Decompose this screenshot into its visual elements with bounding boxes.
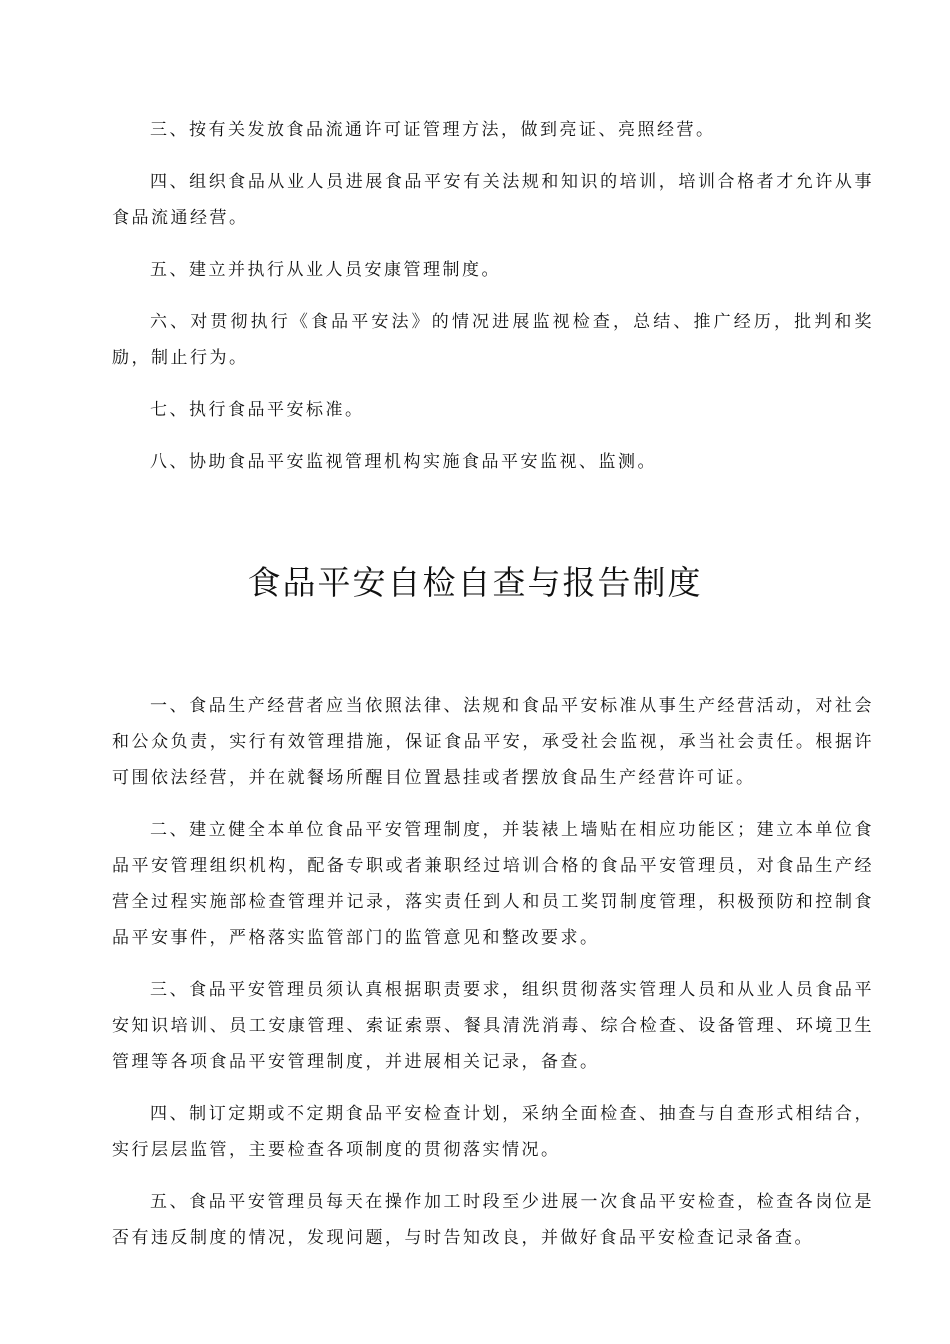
paragraph-item-2: 二、建立健全本单位食品平安管理制度，并装裱上墙贴在相应功能区；建立本单位食品平安管理组织机构，配备专职或者兼职经过培训合格的食品平安管理员，对食品生产经营全过程实施部检查管理并记录，落实责任到人和员工奖罚制度管理，积极预防和控制食品平安事件，严格落实监管部门的监管意见和整改要求。 [112,820,874,948]
document-title: 食品平安自检自查与报告制度 [247,563,703,602]
paragraph-item-4: 四、组织食品从业人员进展食品平安有关法规和知识的培训，培训合格者才允许从事食品流通经营。 [112,172,874,228]
paragraph-item-8: 八、协助食品平安监视管理机构实施食品平安监视、监测。 [150,452,657,472]
paragraph-item-1: 一、食品生产经营者应当依照法律、法规和食品平安标准从事生产经营活动，对社会和公众负责，实行有效管理措施，保证食品平安，承受社会监视，承当社会责任。根据许可围依法经营，并在就餐场所醒目位置悬挂或者摆放食品生产经营许可证。 [112,696,874,788]
paragraph-item-7: 七、执行食品平安标准。 [150,400,365,420]
paragraph-item-6: 六、对贯彻执行《食品平安法》的情况进展监视检查，总结、推广经历，批判和奖励，制止行为。 [112,312,874,368]
paragraph-item-4b: 四、制订定期或不定期食品平安检查计划，采纳全面检查、抽查与自查形式相结合，实行层层监管，主要检查各项制度的贯彻落实情况。 [112,1104,874,1160]
paragraph-item-3b: 三、食品平安管理员须认真根据职责要求，组织贯彻落实管理人员和从业人员食品平安知识培训、员工安康管理、索证索票、餐具清洗消毒、综合检查、设备管理、环境卫生管理等各项食品平安管理制度，并进展相关记录，备查。 [112,980,874,1072]
self-inspection-section [112,688,874,1272]
paragraph-item-3: 三、按有关发放食品流通许可证管理方法，做到亮证、亮照经营。 [150,120,716,140]
regulations-continued-section [112,112,874,496]
paragraph-item-5: 五、建立并执行从业人员安康管理制度。 [150,260,501,280]
paragraph-item-5b: 五、食品平安管理员每天在操作加工时段至少进展一次食品平安检查，检查各岗位是否有违反制度的情况，发现问题，与时告知改良，并做好食品平安检查记录备查。 [112,1192,874,1248]
